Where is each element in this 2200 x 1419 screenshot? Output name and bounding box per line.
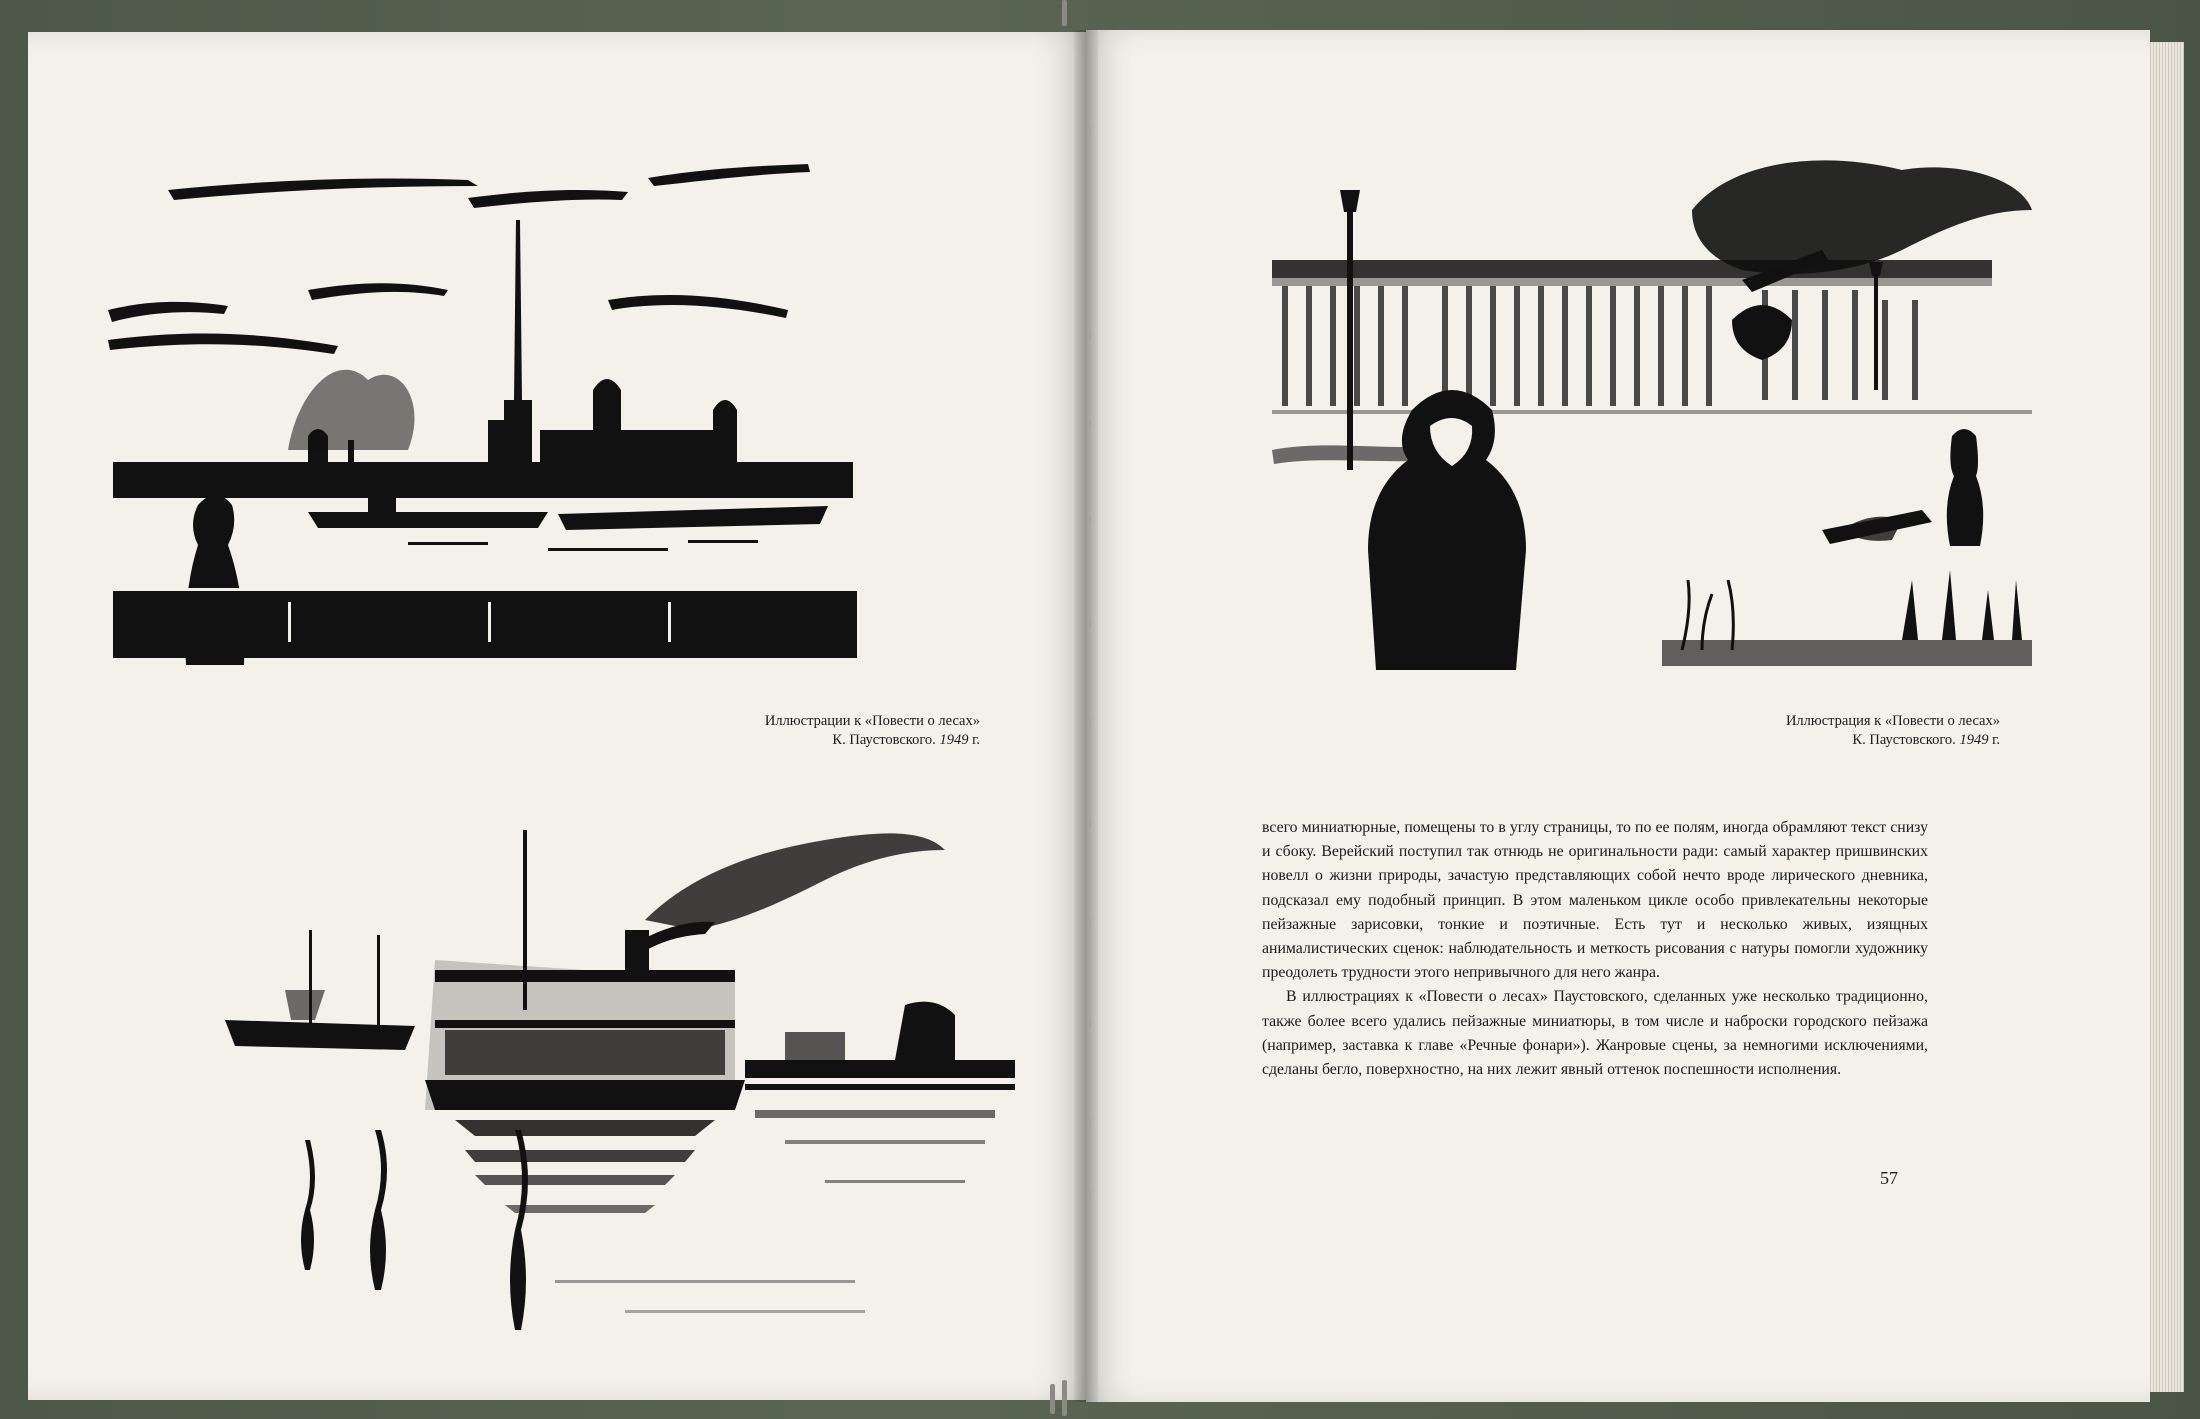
book-gutter <box>1074 30 1098 1402</box>
binding-stitch <box>1088 618 1091 627</box>
caption-author: К. Паустовского. <box>832 732 936 748</box>
page-edges <box>2148 42 2184 1392</box>
caption-year: 1949 <box>939 732 969 748</box>
caption-line-2 <box>1530 731 2000 750</box>
binding-stitch <box>1088 330 1091 339</box>
caption-suffix: г. <box>1992 732 2000 748</box>
binding-stitch <box>1088 126 1091 135</box>
illustration-steamboat-pier <box>225 810 1025 1350</box>
left-caption-1 <box>560 712 980 750</box>
binding-stitch <box>1088 818 1091 827</box>
binding-stitch <box>1088 420 1091 429</box>
caption-line-1: Иллюстрация к «Повести о лесах» <box>1785 713 2000 729</box>
right-caption <box>1530 712 2000 750</box>
illustration-fortress-embankment <box>108 150 860 670</box>
caption-suffix: г. <box>972 732 980 748</box>
binding-stitch <box>1088 718 1091 727</box>
binding-stitch <box>1088 918 1091 927</box>
paragraph: В иллюстрациях к «Повести о лесах» Паустовского, сделанных уже несколько традиционно, также более всего удались пейзажные миниатюры, в том числе и наброски городского пейзажа (например, заставка к главе «Речные фонари»). Жанровые сцены, за немногими исключениями, сделаны бегло, поверхностно, на них лежит явный оттенок поспешности исполнения. <box>1262 988 1928 1079</box>
bookmark-ribbon <box>1062 0 1067 26</box>
bookmark-ribbon <box>1062 1380 1067 1416</box>
binding-stitch <box>1088 1118 1091 1127</box>
binding-stitch <box>1088 1018 1091 1027</box>
body-text <box>1262 816 1928 1082</box>
caption-line-1: Иллюстрации к «Повести о лесах» <box>764 713 980 729</box>
illustration-winter-scene <box>1262 150 2042 690</box>
paragraph: всего миниатюрные, помещены то в углу страницы, то по ее полям, иногда обрамляют текст снизу и сбоку. Верейский поступил так отнюдь не оригинальности ради: самый характер пришвинских новелл о жизни природы, зачастую представляющих собой нечто вроде лирического дневника, подсказал ему подобный принцип. В этом маленьком цикле особо привлекательны некоторые пейзажные зарисовки, тонкие и поэтичные. Есть тут и несколько живых, изящных анималистических сценок: наблюдательность и меткость рисования с натуры помогли художнику преодолеть трудности этого непривычного для него жанра. <box>1262 819 1928 982</box>
page-number: 57 <box>1880 1168 1898 1188</box>
caption-line-2 <box>560 731 980 750</box>
caption-year: 1949 <box>1959 732 1989 748</box>
binding-stitch <box>1088 516 1091 525</box>
caption-author: К. Паустовского. <box>1852 732 1956 748</box>
binding-stitch <box>1088 1190 1091 1199</box>
bookmark-ribbon <box>1050 1384 1055 1414</box>
